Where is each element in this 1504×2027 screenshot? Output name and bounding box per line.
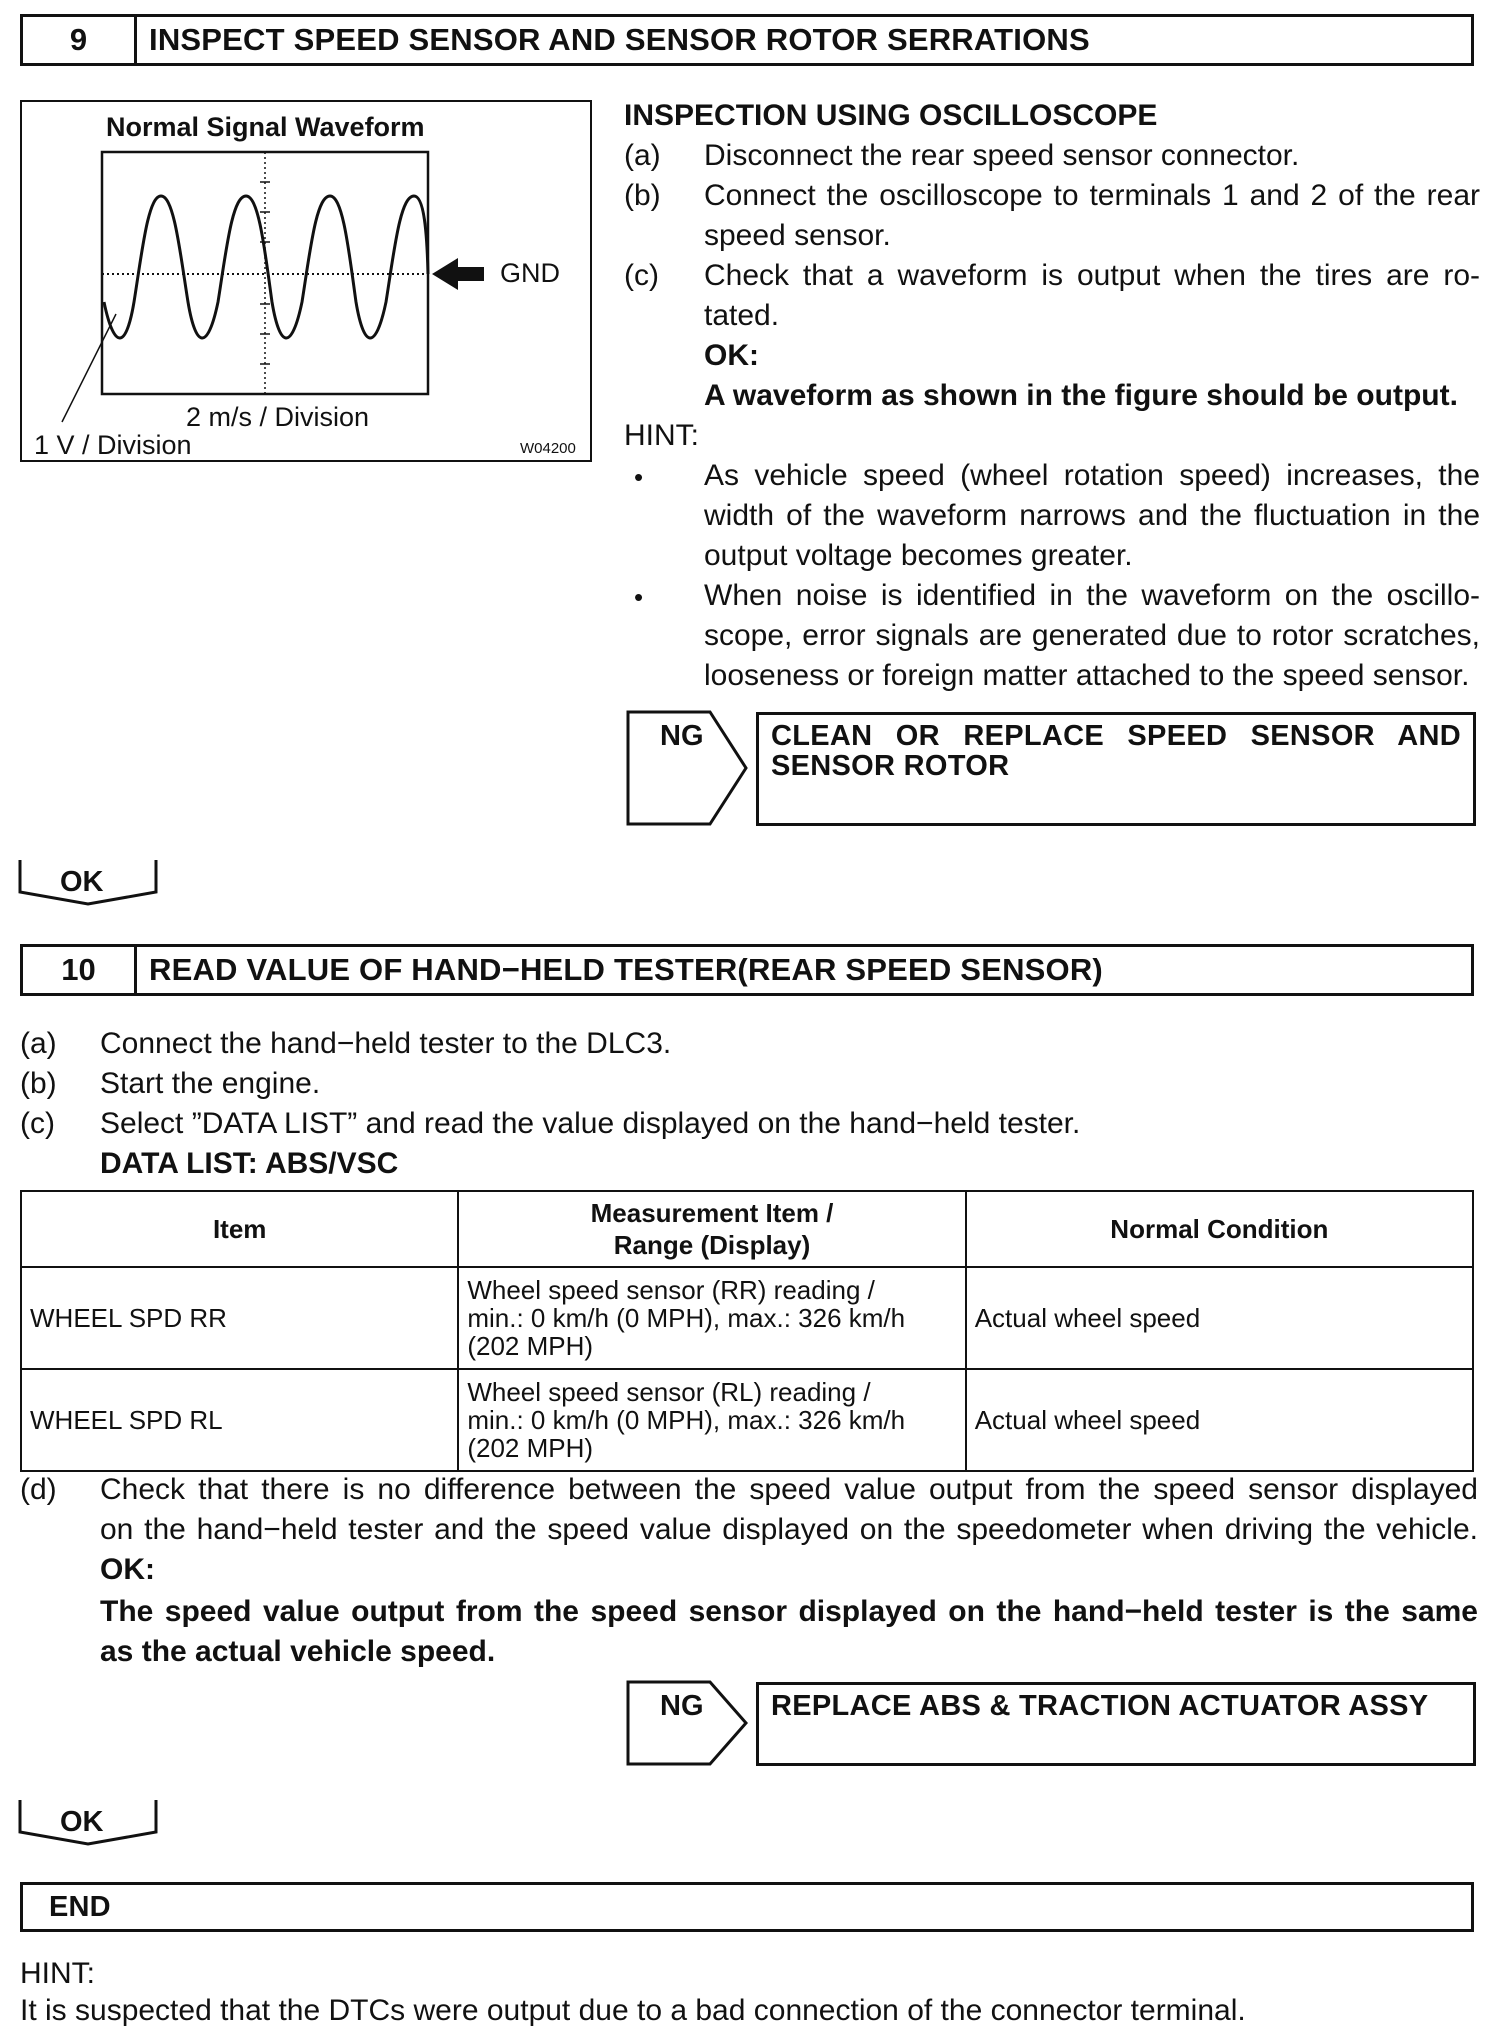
proc-b-text: Start the engine.	[100, 1067, 321, 1100]
cell-measurement-line: min.: 0 km/h (0 MPH), max.: 326 km/h	[467, 1303, 906, 1333]
ok-label: OK:	[704, 339, 759, 372]
table-header-row	[21, 1191, 1473, 1267]
step-b-marker: (b)	[624, 179, 661, 212]
gnd-label: GND	[500, 258, 560, 288]
step-number: 9	[23, 17, 137, 63]
end-label: END	[49, 1890, 111, 1923]
data-list-table	[20, 1190, 1474, 1472]
bullet-icon: •	[634, 582, 644, 612]
hint-bullet-1-line-3: output voltage becomes greater.	[704, 539, 1133, 572]
figure-code: W04200	[520, 440, 576, 457]
end-bar	[20, 1882, 1474, 1932]
step-10-header	[20, 944, 1474, 996]
proc-c-marker: (c)	[20, 1107, 55, 1140]
ng-action-box	[756, 712, 1476, 826]
ok-arrow-label: OK	[60, 1806, 104, 1838]
step-number: 10	[23, 947, 137, 993]
check-d-marker: (d)	[20, 1473, 57, 1506]
cell-measurement	[458, 1267, 965, 1369]
final-hint-text: It is suspected that the DTCs were output due to a bad connection of the connector terminal.	[20, 1994, 1246, 2027]
header-measurement-line-1: Measurement Item /	[590, 1198, 834, 1228]
header-measurement	[458, 1191, 965, 1267]
cell-normal-condition: Actual wheel speed	[966, 1369, 1473, 1471]
table-row	[21, 1369, 1473, 1471]
ng-label: NG	[660, 720, 704, 752]
proc-c-text: Select ”DATA LIST” and read the value displayed on the hand−held tester.	[100, 1107, 1081, 1140]
ok-arrow-label: OK	[60, 866, 104, 898]
step-a-marker: (a)	[624, 139, 661, 172]
data-list-heading: DATA LIST: ABS/VSC	[100, 1147, 399, 1180]
hint-bullet-2-line-3: looseness or foreign matter attached to the speed sensor.	[704, 659, 1470, 692]
final-hint-label: HINT:	[20, 1957, 95, 1990]
cell-normal-condition: Actual wheel speed	[966, 1267, 1473, 1369]
check-d-line-1: Check that there is no difference between the speed value output from the speed sensor displayed	[100, 1473, 1478, 1506]
step-title: INSPECT SPEED SENSOR AND SENSOR ROTOR SERRATIONS	[149, 22, 1090, 57]
cell-measurement-line: min.: 0 km/h (0 MPH), max.: 326 km/h	[467, 1405, 906, 1435]
step-b-text-1: Connect the oscilloscope to terminals 1 and 2 of the rear	[704, 179, 1480, 212]
ng-action-line-2: SENSOR ROTOR	[771, 750, 1010, 782]
hint-bullet-1-line-2: width of the waveform narrows and the fluctuation in the	[704, 499, 1480, 532]
cell-item: WHEEL SPD RR	[21, 1267, 458, 1369]
cell-measurement-line: Wheel speed sensor (RL) reading /	[467, 1377, 871, 1407]
step-title: READ VALUE OF HAND−HELD TESTER(REAR SPEED SENSOR)	[149, 952, 1103, 987]
cell-measurement-line: (202 MPH)	[467, 1331, 594, 1361]
bullet-icon: •	[634, 462, 644, 492]
step-c-text-1: Check that a waveform is output when the tires are ro-	[704, 259, 1480, 292]
hint-label: HINT:	[624, 419, 699, 452]
step-c-marker: (c)	[624, 259, 659, 292]
step-9-header	[20, 14, 1474, 66]
ok-criterion: A waveform as shown in the figure should be output.	[704, 379, 1458, 412]
figure-title: Normal Signal Waveform	[106, 112, 425, 142]
step-b-text-2: speed sensor.	[704, 219, 891, 252]
hint-bullet-2-line-1: When noise is identified in the waveform on the oscillo-	[704, 579, 1480, 612]
step-a-text: Disconnect the rear speed sensor connector.	[704, 139, 1300, 172]
cell-measurement-line: Wheel speed sensor (RR) reading /	[467, 1275, 875, 1305]
check-d-line-2: on the hand−held tester and the speed value displayed on the speedometer when driving the vehicle.	[100, 1513, 1478, 1546]
proc-b-marker: (b)	[20, 1067, 57, 1100]
header-measurement-line-2: Range (Display)	[613, 1230, 811, 1260]
hint-bullet-1-line-1: As vehicle speed (wheel rotation speed) increases, the	[704, 459, 1480, 492]
header-item: Item	[21, 1191, 458, 1267]
cell-measurement-line: (202 MPH)	[467, 1433, 594, 1463]
step-c-text-2: tated.	[704, 299, 780, 332]
ng-action-box	[756, 1682, 1476, 1766]
volt-division-label: 1 V / Division	[34, 430, 192, 460]
header-normal-condition: Normal Condition	[966, 1191, 1473, 1267]
check-d-ok-line-1: The speed value output from the speed sensor displayed on the hand−held tester is the same	[100, 1595, 1478, 1628]
ng-action-line-1: CLEAN OR REPLACE SPEED SENSOR AND	[771, 720, 1461, 752]
inspection-heading: INSPECTION USING OSCILLOSCOPE	[624, 99, 1158, 132]
waveform-figure	[20, 100, 592, 462]
time-division-label: 2 m/s / Division	[186, 402, 370, 432]
cell-measurement	[458, 1369, 965, 1471]
proc-a-marker: (a)	[20, 1027, 57, 1060]
ng-action-text: REPLACE ABS & TRACTION ACTUATOR ASSY	[771, 1690, 1429, 1722]
check-d-ok-line-2: as the actual vehicle speed.	[100, 1635, 496, 1668]
cell-item: WHEEL SPD RL	[21, 1369, 458, 1471]
check-d-ok-label: OK:	[100, 1553, 155, 1586]
hint-bullet-2-line-2: scope, error signals are generated due to rotor scratches,	[704, 619, 1480, 652]
ng-label: NG	[660, 1690, 704, 1722]
table-row	[21, 1267, 1473, 1369]
proc-a-text: Connect the hand−held tester to the DLC3.	[100, 1027, 672, 1060]
